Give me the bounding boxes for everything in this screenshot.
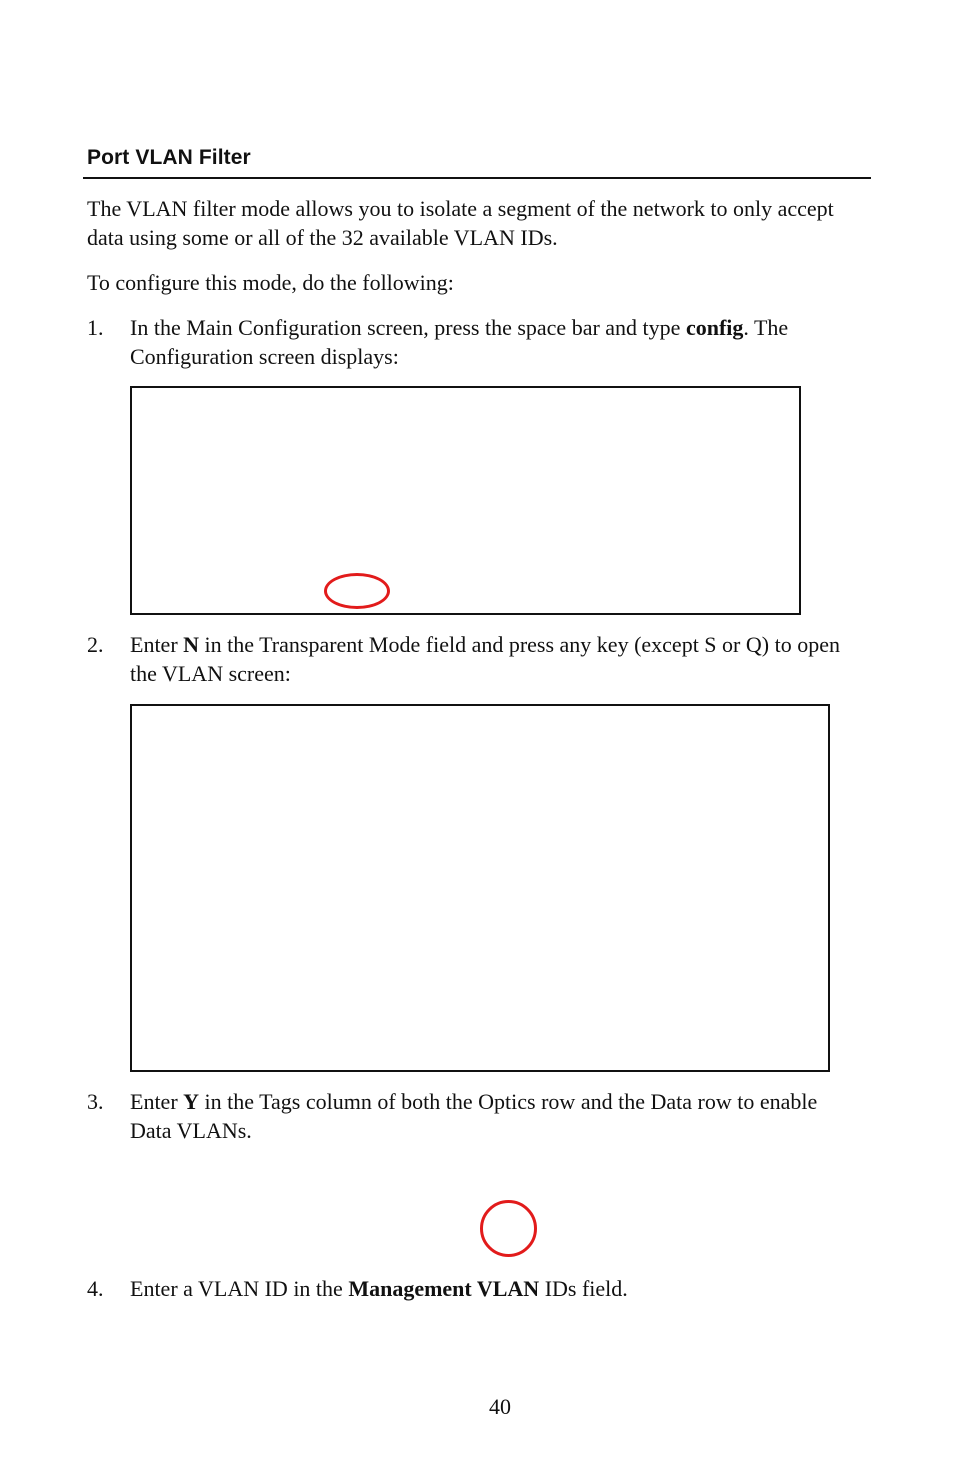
highlight-circle xyxy=(480,1200,537,1257)
step-text: In the Main Configuration screen, press the space bar and type config. The Configuration screen displays: xyxy=(130,315,789,369)
step-number: 2. xyxy=(87,632,104,657)
step-number: 3. xyxy=(87,1089,104,1114)
section-heading: Port VLAN Filter xyxy=(87,146,251,169)
intro-paragraph: The VLAN filter mode allows you to isolate a segment of the network to only accept data using some or all of the 32 available VLAN IDs. xyxy=(87,196,834,250)
step-text: Enter N in the Transparent Mode field and press any key (except S or Q) to open the VLAN screen: xyxy=(130,632,840,686)
step-text: Enter a VLAN ID in the Management VLAN IDs field. xyxy=(130,1276,628,1301)
step-number: 1. xyxy=(87,315,104,340)
page-number: 40 xyxy=(489,1394,511,1419)
step-keyword: Management VLAN xyxy=(348,1276,540,1301)
step-keyword: config xyxy=(685,315,744,340)
highlight-circle xyxy=(324,573,390,609)
step-keyword: N xyxy=(183,632,200,657)
vlan-screen-figure xyxy=(130,704,830,1072)
step-number: 4. xyxy=(87,1276,104,1301)
heading-rule xyxy=(83,177,871,179)
configuration-screen-figure xyxy=(130,386,801,615)
step-keyword: Y xyxy=(183,1089,200,1114)
step-text: Enter Y in the Tags column of both the Optics row and the Data row to enable Data VLANs. xyxy=(130,1089,818,1143)
instruction-lead: To configure this mode, do the following: xyxy=(87,270,454,295)
